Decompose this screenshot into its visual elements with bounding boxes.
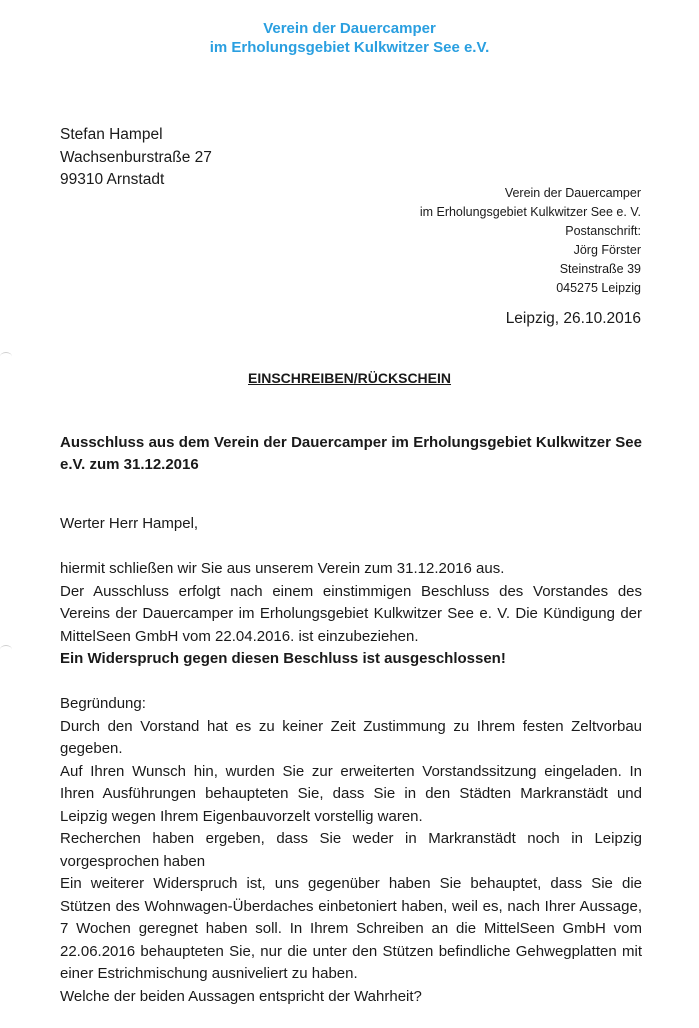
letterhead-line-2: im Erholungsgebiet Kulkwitzer See e.V.	[209, 39, 490, 56]
paragraph-exclusion: hiermit schließen wir Sie aus unserem Verein zum 31.12.2016 aus.	[60, 560, 505, 577]
subject-line: Ausschluss aus dem Verein der Dauercamper im Erholungsgebiet Kulkwitzer See e.V. zum 31.12.2016	[60, 434, 642, 473]
reason-5: Welche der beiden Aussagen entspricht der Wahrheit?	[60, 987, 422, 1005]
sender-line-1: Verein der Dauercamper	[504, 186, 641, 200]
reason-label: Begründung:	[60, 695, 146, 712]
reason-1: Durch den Vorstand hat es zu keiner Zeit Zustimmung zu Ihrem festen Zeltvorbau gegeben.	[60, 717, 642, 757]
letter-body	[60, 513, 642, 1008]
recipient-address	[60, 124, 212, 192]
recipient-street: Wachsenburstraße 27	[60, 148, 212, 166]
sender-line-2: im Erholungsgebiet Kulkwitzer See e. V.	[419, 205, 641, 219]
registered-mail-heading: EINSCHREIBEN/RÜCKSCHEIN	[247, 370, 452, 386]
reason-3: Recherchen haben ergeben, dass Sie weder in Markranstädt noch in Leipzig vorgesprochen haben	[60, 830, 642, 870]
paragraph-decision: Der Ausschluss erfolgt nach einem einstimmigen Beschluss des Vorstandes des Vereins der Dauercamper im Erholungsgebiet Kulkwitzer See e. V. Die Kündigung der MittelSeen GmbH vom 22.04.2016. ist einzubeziehen.	[60, 582, 642, 645]
letterhead-line-1: Verein der Dauercamper	[263, 20, 436, 37]
punch-mark-bottom	[0, 645, 12, 654]
punch-mark-top	[0, 352, 12, 361]
reason-2: Auf Ihren Wunsch hin, wurden Sie zur erweiterten Vorstandssitzung eingeladen. In Ihren Ausführungen behaupteten Sie, dass Sie in den Städten Markranstädt und Leipzig wegen Ihrem Eigenbauvorzelt vorstellig waren.	[60, 762, 642, 825]
sender-street: Steinstraße 39	[559, 262, 641, 276]
paragraph-no-objection: Ein Widerspruch gegen diesen Beschluss ist ausgeschlossen!	[60, 650, 506, 667]
letterhead	[0, 19, 699, 57]
sender-postal-label: Postanschrift:	[565, 224, 641, 238]
sender-address	[420, 184, 641, 298]
salutation: Werter Herr Hampel,	[60, 515, 199, 532]
recipient-city: 99310 Arnstadt	[60, 171, 165, 188]
recipient-name: Stefan Hampel	[60, 126, 163, 143]
sender-city: 045275 Leipzig	[556, 281, 641, 295]
sender-name: Jörg Förster	[573, 243, 641, 257]
reason-4: Ein weiterer Widerspruch ist, uns gegenüber haben Sie behauptet, dass Sie die Stützen des Wohnwagen-Überdaches einbetoniert haben, weil es, nach Ihrer Aussage, 7 Wochen geregnet haben soll. In Ihrem Schreiben an die MittelSeen GmbH vom 22.06.2016 behaupteten Sie, nur die unter den Stützen befindliche Gehwegplatten mit einer Estrichmischung ausniveliert zu haben.	[60, 875, 642, 982]
letter-date: Leipzig, 26.10.2016	[505, 310, 641, 327]
